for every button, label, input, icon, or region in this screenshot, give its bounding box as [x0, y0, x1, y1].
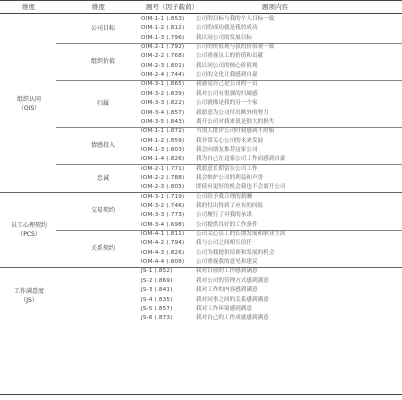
- item-code: JS-6 (.873): [141, 315, 173, 322]
- subdimension-label: 组织价值: [90, 57, 115, 65]
- table-row: [0, 127, 402, 136]
- item-text: 我对公司的管理方式感到满意: [196, 277, 269, 284]
- item-text: 公司的价值观与我的价值观一致: [196, 44, 275, 51]
- item-code: JS-2 (.869): [141, 277, 173, 284]
- subdimension-label: 情感投入: [90, 141, 115, 149]
- item-code: JS-5 (.857): [141, 305, 173, 312]
- table-row: [0, 267, 402, 276]
- item-code: IOM-3-4 (.698): [141, 221, 185, 228]
- item-code: OIM-3-2 (.839): [141, 90, 185, 97]
- item-text: 公司关心员工的长期发展和职业生涯: [196, 231, 286, 238]
- item-text: 我愿意为公司付出额外的努力: [196, 109, 269, 116]
- item-text: 离开公司对我来说是很大的损失: [196, 118, 275, 125]
- item-text: 公司的文化让我感到自豪: [196, 72, 258, 79]
- item-code: OIM-2-2 (.768): [141, 53, 185, 60]
- item-code: OIM-2-1 (.792): [141, 44, 185, 51]
- header-item-code: 题号（因子载荷）: [146, 3, 198, 11]
- table-row: [0, 15, 402, 24]
- subdimension-label: 忠诚: [96, 174, 109, 182]
- item-code: OIM-3-4 (.857): [141, 109, 185, 116]
- item-code: IOM-2-2 (.788): [141, 174, 185, 181]
- header-item-content: 题项内容: [262, 3, 288, 11]
- item-text: 我非常关心公司的未来发展: [196, 137, 264, 144]
- dimension-name: 组织认同: [16, 95, 41, 103]
- header-dimension: 维度: [22, 3, 35, 11]
- dimension-code: （JS）: [20, 296, 38, 304]
- item-code: OIM-2-3 (.801): [141, 62, 185, 69]
- table-row: [0, 90, 402, 99]
- subdimension-label: 交易契约: [90, 207, 115, 215]
- item-code: IOM-4-1 (.811): [141, 231, 185, 238]
- item-text: 公司重视我的意见和建议: [196, 259, 258, 266]
- item-code: OIM-1-3 (.796): [141, 34, 185, 41]
- item-code: IOM-2-1 (.771): [141, 165, 185, 172]
- item-code: IOM-3-1 (.719): [141, 193, 185, 200]
- item-text: 我对工作环境感到满意: [196, 305, 252, 312]
- item-text: 我对工作的内容感到满意: [196, 287, 258, 294]
- table-header: [0, 0, 402, 14]
- item-text: 我为自己在这家公司工作而感到自豪: [196, 156, 286, 163]
- item-text: 公司重视员工的价值和贡献: [196, 53, 264, 60]
- item-code: IOM-1-3 (.803): [141, 146, 185, 153]
- table-row: [0, 165, 402, 174]
- item-code: OIM-2-4 (.744): [141, 72, 185, 79]
- item-text: 我认同公司的发展目标: [196, 34, 252, 41]
- item-code: JS-3 (.841): [141, 287, 173, 294]
- table-row: [0, 80, 402, 89]
- item-text: 我对同事之间的关系感到满意: [196, 296, 269, 303]
- dimension-label: [0, 95, 58, 113]
- item-text: 公司为我提供培训和发展的机会: [196, 249, 275, 256]
- item-text: 我会维护公司的利益和声誉: [196, 174, 264, 181]
- item-text: 公司提供良好的工作条件: [196, 221, 258, 228]
- item-code: IOM-4-4 (.808): [141, 259, 185, 266]
- item-text: 我对目前的工作感到满意: [196, 268, 258, 275]
- table-row: [0, 314, 402, 323]
- item-code: OIM-1-2 (.812): [141, 25, 185, 32]
- item-code: JS-4 (.835): [141, 296, 173, 303]
- table-row: [0, 286, 402, 295]
- item-text: 我对公司有很强的归属感: [196, 90, 258, 97]
- item-text: 公司给予我合理的薪酬: [196, 193, 252, 200]
- dimension-code: （PCS）: [17, 231, 41, 239]
- item-text: 我对自己的工作成就感到满意: [196, 315, 269, 322]
- item-text: 我愿意长期留在公司工作: [196, 165, 258, 172]
- dimension-label: [0, 287, 58, 305]
- item-code: OIM-3-5 (.843): [141, 118, 185, 125]
- item-code: IOM-4-3 (.826): [141, 249, 185, 256]
- dimension-code: （OIS）: [17, 104, 41, 112]
- item-text: 我与公司之间相互信任: [196, 240, 252, 247]
- table-row: [0, 305, 402, 314]
- item-code: IOM-1-4 (.826): [141, 156, 185, 163]
- table-row: [0, 230, 402, 239]
- item-code: IOM-2-3 (.805): [141, 184, 185, 191]
- subdimension-label: 关系契约: [90, 244, 115, 252]
- subdimension-label: 归属: [96, 99, 109, 107]
- header-subdimension: 维度: [92, 3, 105, 11]
- table-row: [0, 43, 402, 52]
- item-text: 当别人批评公司时我感到不舒服: [196, 128, 275, 135]
- item-text: 公司就像是我的另一个家: [196, 100, 258, 107]
- item-text: 我认同公司的核心价值观: [196, 62, 258, 69]
- item-code: OIM-3-3 (.822): [141, 100, 185, 107]
- subdimension-label: 公司目标: [90, 25, 115, 33]
- item-code: IOM-4-2 (.794): [141, 240, 185, 247]
- item-code: IOM-3-2 (.746): [141, 203, 185, 209]
- dimension-name: 员工心理契约: [10, 222, 47, 230]
- table-row: [0, 109, 402, 118]
- item-text: 我的付出得到了应有的回报: [196, 203, 264, 209]
- table-row: [0, 193, 402, 202]
- item-text: 即使有更好的机会我也不会离开公司: [196, 184, 286, 191]
- item-text: 公司的目标与我的个人目标一致: [196, 16, 275, 22]
- dimension-label: [0, 221, 58, 239]
- item-text: 我感觉自己是公司的一员: [196, 81, 258, 88]
- item-text: 公司履行了对我的承诺: [196, 212, 252, 219]
- table-row: [0, 277, 402, 286]
- table-bottom-rule: [0, 394, 402, 395]
- item-code: IOM-3-3 (.773): [141, 212, 185, 219]
- table-row: [0, 296, 402, 305]
- item-code: IOM-1-2 (.859): [141, 137, 185, 144]
- item-code: IOM-1-1 (.872): [141, 128, 185, 135]
- item-text: 公司的成功就是我的成功: [196, 25, 258, 32]
- item-code: OIM-1-1 (.853): [141, 16, 185, 22]
- dimension-name: 工作满意度: [13, 287, 44, 295]
- item-text: 我会向朋友推荐这家公司: [196, 146, 258, 153]
- item-code: OIM-3-1 (.865): [141, 81, 185, 88]
- item-code: JS-1 (.852): [141, 268, 173, 275]
